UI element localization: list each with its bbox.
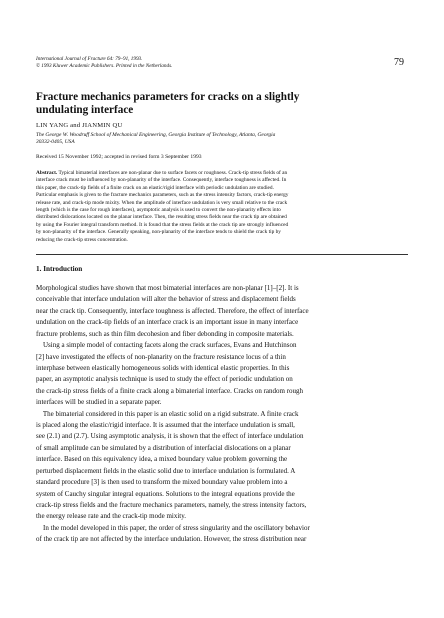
journal-line: International Journal of Fracture 64: 79–91, 1993. <box>36 56 143 62</box>
abstract-line: interface crack must be influenced by non-planarity of the interface. Consequently, interface toughness is affected. In <box>36 177 287 184</box>
abstract-line: by using the Fourier integral transform method. It is found that the stress fields at the crack tip are strongly influenced <box>36 221 289 228</box>
body-line: interfaces will be studied in a separate paper. <box>36 398 162 407</box>
body-line: In the model developed in this paper, the order of stress singularity and the oscillatory behavior <box>36 523 310 532</box>
abstract <box>36 170 408 244</box>
body-line: crack-tip stress fields and the fracture mechanics parameters, namely, the stress intensity factors, <box>36 501 307 510</box>
body-line: [2] have investigated the effects of non-planarity on the fracture resistance locus of a thin <box>36 352 286 361</box>
body-line: Using a simple model of contacting facets along the crack surfaces, Evans and Hutchinson <box>36 341 297 350</box>
body-line: near the crack tip. Consequently, interface toughness is affected. Therefore, the effect of interface <box>36 306 309 315</box>
abstract-first-text: Typical bimaterial interfaces are non-planar due to surface facets or roughness. Crack-tip stress fields of an <box>57 170 288 176</box>
body-line: conceivable that interface undulation will alter the behavior of stress and displacement fields <box>36 295 296 304</box>
body-line: interface. Based on this equivalency idea, a mixed boundary value problem governing the <box>36 455 288 464</box>
page-number: 79 <box>394 57 404 68</box>
abstract-line: release rate, and crack-tip mode mixity. When the amplitude of interface undulation is very small relative to the crack <box>36 199 288 206</box>
authors: LIN YANG and JIANMIN QU <box>36 122 123 129</box>
body-line: of the crack tip are not affected by the interface undulation. However, the stress distribution near <box>36 535 307 544</box>
title-line: undulating interface <box>36 104 134 116</box>
section-heading-introduction: 1. Introduction <box>36 265 83 273</box>
body-line: fracture problems, such as thin film decohesion and fiber debonding in composite materials. <box>36 329 294 338</box>
abstract-line: distributed dislocations located on the planar interface. Then, the resulting stress fields near the crack tip are obtained <box>36 214 287 221</box>
abstract-divider <box>36 254 408 255</box>
body-line: standard procedure [3] is then used to transform the mixed boundary value problem into a <box>36 478 288 487</box>
body-line: perturbed displacement fields in the elastic solid due to interface undulation is formulated. A <box>36 466 296 475</box>
abstract-line: this paper, the crack-tip fields of a finite crack on an elastic/rigid interface with periodic undulation are studied. <box>36 184 274 191</box>
abstract-line: length (which is the case for rough interfaces), asymptotic analysis is used to convert the non-planarity effects into <box>36 207 281 214</box>
body-line: The bimaterial considered in this paper is an elastic solid on a rigid substrate. A finite crack <box>36 409 299 418</box>
affiliation <box>36 132 408 146</box>
body-line: the energy release rate and the crack-tip mode mixity. <box>36 512 187 521</box>
journal-citation <box>36 56 366 69</box>
affiliation-line: 30332-0405, USA <box>36 139 75 145</box>
introduction-body <box>36 283 408 546</box>
body-line: see (2.1) and (2.7). Using asymptotic analysis, it is shown that the effect of interface undulation <box>36 432 304 441</box>
body-line: undulation on the crack-tip fields of an interface crack is an important issue in many interface <box>36 318 299 327</box>
received-dates: Received 15 November 1992; accepted in revised form 3 September 1993 <box>36 154 202 160</box>
abstract-line: Particular emphasis is given to the fracture mechanics parameters, such as the stress intensity factors, crack-tip energy <box>36 192 289 199</box>
body-line: Morphological studies have shown that most bimaterial interfaces are non-planar [1]–[2]. It is <box>36 284 299 292</box>
body-line: interphase between elastically homogeneous solids with identical elastic properties. In this <box>36 363 290 372</box>
title-line: Fracture mechanics parameters for cracks on a slightly <box>36 91 300 103</box>
affiliation-line: The George W. Woodruff School of Mechanical Engineering, Georgia Institute of Technology, Atlanta, Georgia <box>36 132 276 138</box>
body-line: is placed along the elastic/rigid interface. It is assumed that the interface undulation is small, <box>36 421 295 430</box>
copyright-line: © 1993 Kluwer Academic Publishers. Printed in the Netherlands. <box>36 62 173 69</box>
abstract-line: reducing the crack-tip stress concentration. <box>36 236 128 243</box>
paper-title <box>36 91 336 117</box>
body-line: paper, an asymptotic analysis technique is used to study the effect of periodic undulation on <box>36 375 293 384</box>
body-line: of small amplitude can be simulated by a distribution of interfacial dislocations on a planar <box>36 443 291 452</box>
abstract-label: Abstract. <box>36 170 58 176</box>
abstract-line: by non-planarity of the interface. Generally speaking, non-planarity of the interface tends to shield the crack tip by <box>36 229 281 236</box>
body-line: system of Cauchy singular integral equations. Solutions to the integral equations provide the <box>36 489 295 498</box>
body-line: the crack-tip stress fields of a finite crack along a bimaterial interface. Cracks on random rough <box>36 386 304 395</box>
